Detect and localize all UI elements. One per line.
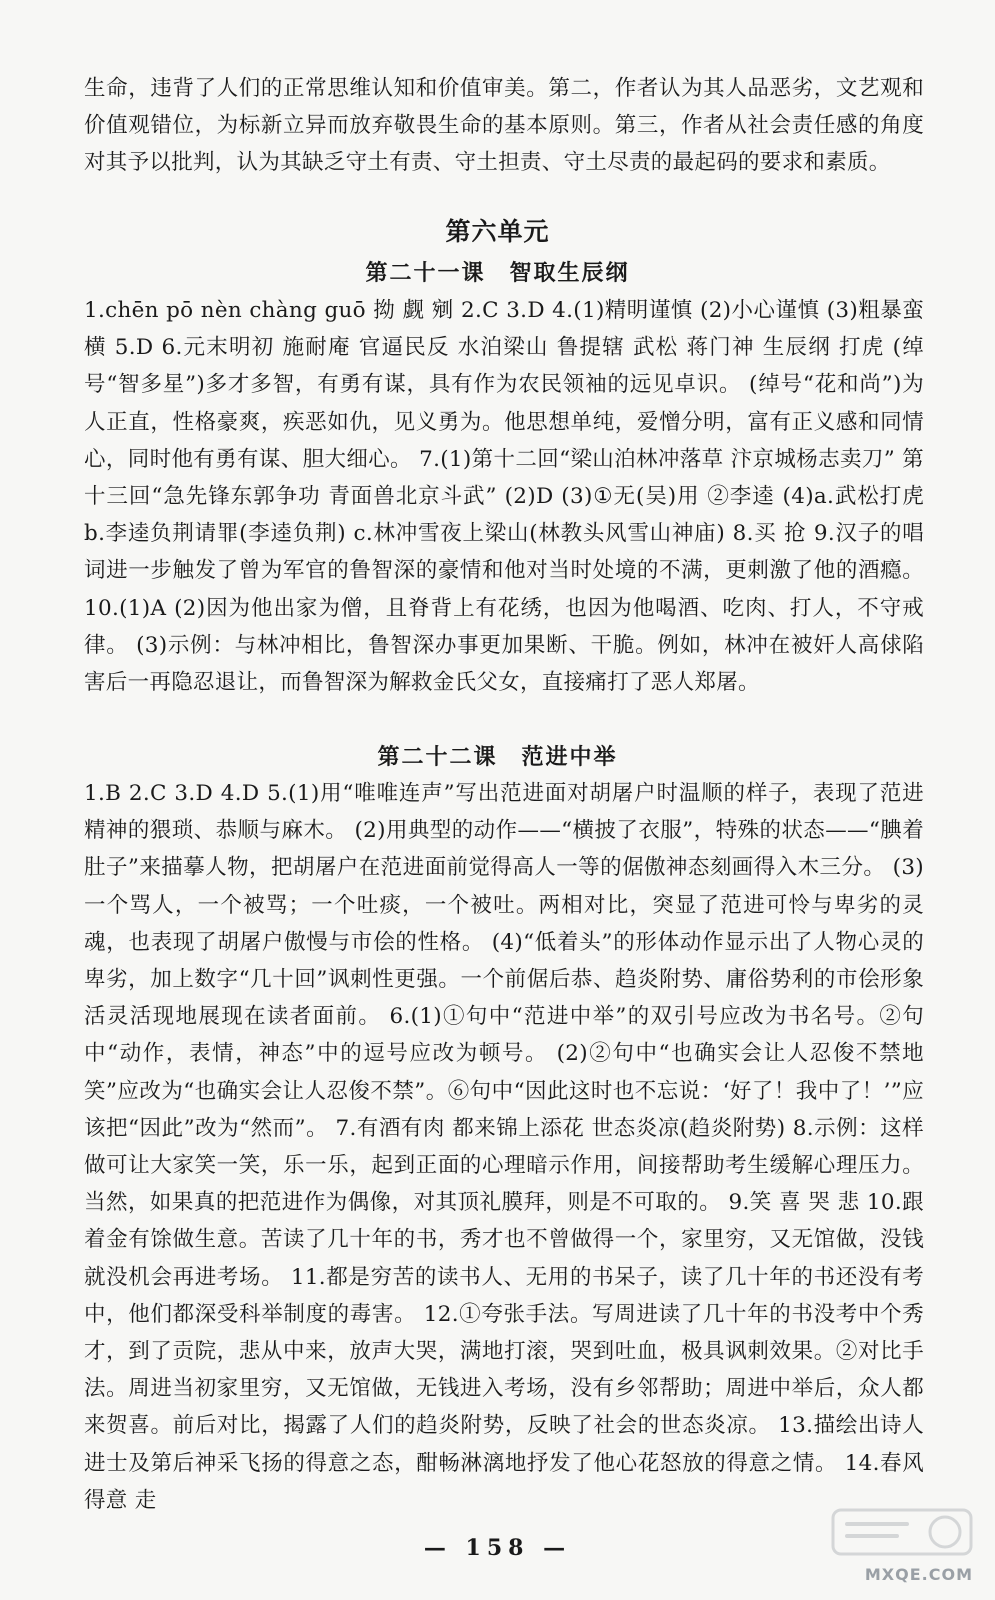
lesson-21-body: 1.chēn pō nèn chàng guō 拗 觑 剜 2.C 3.D 4.(1)精明谨慎 (2)小心谨慎 (3)粗暴蛮横 5.D 6.元末明初 施耐庵 官逼民反 水泊梁山 鲁提辖 武松 蒋门神 生辰纲 打虎 (绰号“智多星”)多才多智，有勇有谋，具有作为农民领袖的远见卓识。 (绰号“花和尚”)为人正直，性格豪爽，疾恶如仇，见义勇为。他思想单纯，爱憎分明，富有正义感和同情心，同时他有勇有谋、胆大细心。 7.(1)第十二回“梁山泊林冲落草 汴京城杨志卖刀” 第十三回“急先锋东郭争功 青面兽北京斗武” (2)D (3)①无(吴)用 ②李逵 (4)a.武松打虎 b.李逵负荆请罪(李逵负荆) c.林冲雪夜上梁山(林教头风雪山神庙) 8.买 抢 9.汉子的唱词进一步触发了曾为军官的鲁智深的豪情和他对当时处境的不满，更刺激了他的酒瘾。 10.(1)A (2)因为他出家为僧，且脊背上有花绣，也因为他喝酒、吃肉、打人，不守戒律。 (3)示例：与林冲相比，鲁智深办事更加果断、干脆。例如，林冲在被奸人高俅陷害后一再隐忍退让，而鲁智深为解救金氏父女，直接痛打了恶人郑屠。 xyxy=(84,298,924,696)
watermark-text: MXQE.COM xyxy=(864,1565,973,1584)
page-number: — 158 — xyxy=(423,1535,572,1561)
lesson-22-answers xyxy=(84,775,924,1519)
intro-paragraph xyxy=(84,70,924,182)
unit-title: 第六单元 xyxy=(445,217,550,246)
lesson-22-title: 第二十二课 范进中举 xyxy=(377,744,618,770)
intro-text: 生命，违背了人们的正常思维认知和价值审美。第二，作者认为其人品恶劣，文艺观和价值观错位，为标新立异而放弃敬畏生命的基本原则。第三，作者从社会责任感的角度对其予以批判，认为其缺乏守土有责、守土担责、守土尽责的最起码的要求和素质。 xyxy=(84,76,924,176)
lesson-21-answers xyxy=(84,292,924,701)
lesson-22-body: 1.B 2.C 3.D 4.D 5.(1)用“唯唯连声”写出范进面对胡屠户时温顺的样子，表现了范进精神的猥琐、恭顺与麻木。 (2)用典型的动作——“横披了衣服”，特殊的状态——“腆着肚子”来描摹人物，把胡屠户在范进面前觉得高人一等的倨傲神态刻画得入木三分。 (3)一个骂人，一个被骂；一个吐痰，一个被吐。两相对比，突显了范进可怜与卑劣的灵魂，也表现了胡屠户傲慢与市侩的性格。 (4)“低着头”的形体动作显示出了人物心灵的卑劣，加上数字“几十回”讽刺性更强。一个前倨后恭、趋炎附势、庸俗势利的市侩形象活灵活现地展现在读者面前。 6.(1)①句中“范进中举”的双引号应改为书名号。②句中“动作，表情，神态”中的逗号应改为顿号。 (2)②句中“也确实会让人忍俊不禁地笑”应改为“也确实会让人忍俊不禁”。⑥句中“因此这时也不忘说：‘好了！我中了！’”应该把“因此”改为“然而”。 7.有酒有肉 都来锦上添花 世态炎凉(趋炎附势) 8.示例：这样做可让大家笑一笑，乐一乐，起到正面的心理暗示作用，间接帮助考生缓解心理压力。当然，如果真的把范进作为偶像，对其顶礼膜拜，则是不可取的。 9.笑 喜 哭 悲 10.跟着金有馀做生意。苦读了几十年的书，秀才也不曾做得一个，家里穷，又无馆做，没钱就没机会再进考场。 11.都是穷苦的读书人、无用的书呆子，读了几十年的书还没有考中，他们都深受科举制度的毒害。 12.①夸张手法。写周进读了几十年的书没考中个秀才，到了贡院，悲从中来，放声大哭，满地打滚，哭到吐血，极具讽刺效果。②对比手法。周进当初家里穷，又无馆做，无钱进入考场，没有乡邻帮助；周进中举后，众人都来贺喜。前后对比，揭露了人们的趋炎附势，反映了社会的世态炎凉。 13.描绘出诗人进士及第后神采飞扬的得意之态，酣畅淋漓地抒发了他心花怒放的得意之情。 14.春风得意 走 xyxy=(84,781,924,1513)
lesson-21-title: 第二十一课 智取生辰纲 xyxy=(365,260,630,286)
